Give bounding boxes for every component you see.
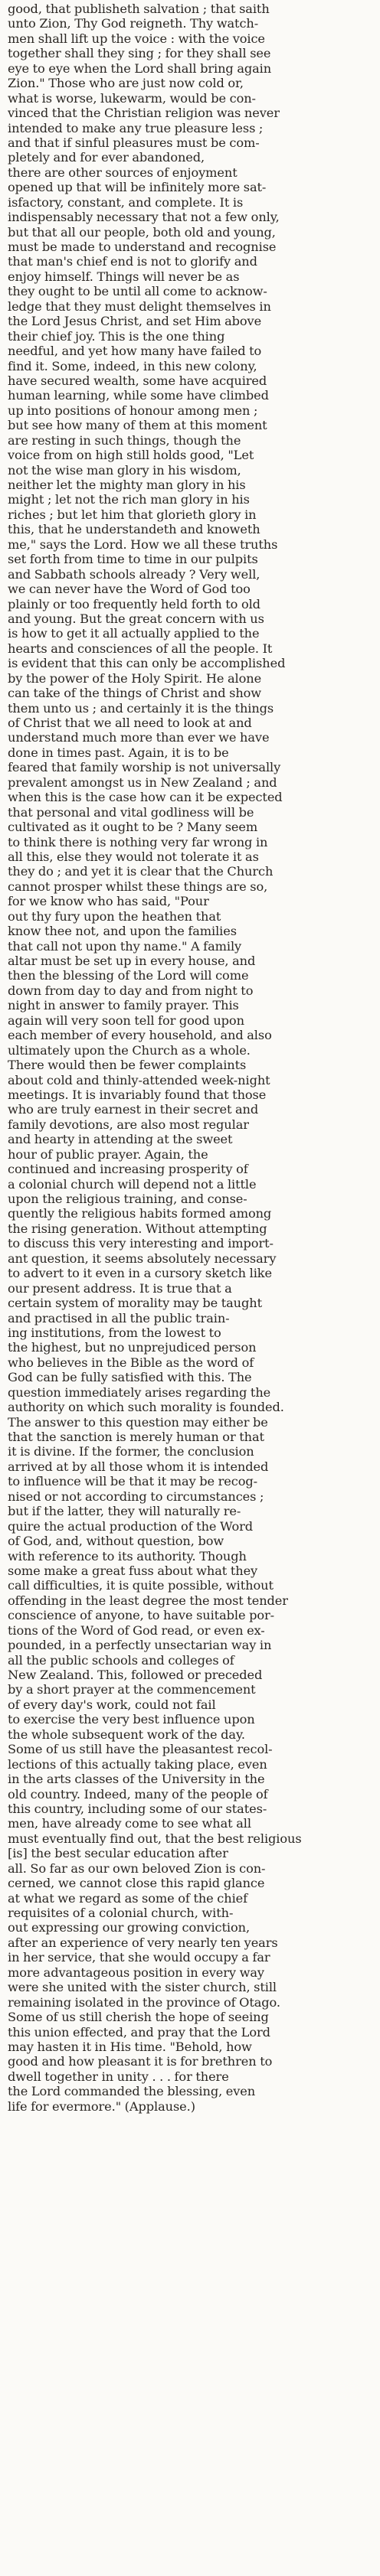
article-line: upon the religious training, and conse- <box>8 1192 247 1206</box>
article-line: there are other sources of enjoyment <box>8 165 238 180</box>
article-line: and young. But the great concern with us <box>8 611 264 626</box>
article-line: Zion." Those who are just now cold or, <box>8 76 244 91</box>
article-line: Some of us still cherish the hope of seeing <box>8 2010 269 2025</box>
article-line: is evident that this can only be accomplished <box>8 656 286 671</box>
article-line: plainly or too frequently held forth to old <box>8 596 260 611</box>
article-line: neither let the mighty man glory in his <box>8 478 246 492</box>
article-line: our present address. It is true that a <box>8 1280 232 1296</box>
article-line: are resting in such things, though the <box>8 432 241 448</box>
article-line: unto Zion, Thy God reigneth. Thy watch- <box>8 16 259 31</box>
article-line: hearts and consciences of all the people. It <box>8 641 273 656</box>
article-line: have secured wealth, some have acquired <box>8 373 267 388</box>
article-line: they ought to be until all come to acknow- <box>8 284 267 299</box>
article-line: must be made to understand and recognise <box>8 240 277 254</box>
article-line: The answer to this question may either be <box>8 1414 268 1430</box>
article-line: in the arts classes of the University in the <box>8 1772 265 1787</box>
article-line: There would then be fewer complaints <box>8 1058 247 1073</box>
article-line: opened up that will be infinitely more sat- <box>8 180 267 195</box>
article-line: men shall lift up the voice : with the voice <box>8 31 265 46</box>
article-line: of Christ that we all need to look at and <box>8 716 252 730</box>
article-line: ledge that they must delight themselves in <box>8 298 271 314</box>
article-line: who believes in the Bible as the word of <box>8 1355 254 1370</box>
article-line: them unto us ; and certainly it is the things <box>8 700 274 716</box>
article-line: they do ; and yet it is clear that the Church <box>8 864 274 879</box>
article-line: quire the actual production of the Word <box>8 1518 254 1534</box>
article-line: cultivated as it ought to be ? Many seem <box>8 820 258 835</box>
article-line: not the wise man glory in his wisdom, <box>8 462 241 478</box>
article-line: know thee not, and upon the families <box>8 924 237 939</box>
article-line: the Lord commanded the blessing, even <box>8 2084 256 2099</box>
article-line: vinced that the Christian religion was never <box>8 106 280 121</box>
article-line: in her service, that she would occupy a far <box>8 1950 270 1965</box>
article-line: good and how pleasant it is for brethren to <box>8 2054 273 2069</box>
article-line: lections of this actually taking place, even <box>8 1756 267 1772</box>
article-line: altar must be set up in every house, and <box>8 954 256 968</box>
article-line: New Zealand. This, followed or preceded <box>8 1668 263 1682</box>
article-line: but that all our people, both old and young, <box>8 224 276 240</box>
article-line: up into positions of honour among men ; <box>8 403 258 418</box>
article-line: night in answer to family prayer. This <box>8 998 239 1013</box>
article-line: question immediately arises regarding the <box>8 1384 271 1400</box>
article-line: with reference to its authority. Though <box>8 1548 247 1564</box>
article-line: must eventually find out, that the best religious <box>8 1831 302 1846</box>
article-line: this union effected, and pray that the Lord <box>8 2024 270 2040</box>
article-line: all the public schools and colleges of <box>8 1652 234 1668</box>
article-line: at what we regard as some of the chief <box>8 1890 248 1906</box>
article-line: for we know who has said, "Pour <box>8 894 209 909</box>
article-line: to advert to it even in a cursory sketch like <box>8 1266 272 1281</box>
article-line: done in times past. Again, it is to be <box>8 745 229 760</box>
article-line: voice from on high still holds good, "Let <box>8 448 254 463</box>
article-line: that personal and vital godliness will be <box>8 804 254 820</box>
article-line: that man's chief end is not to glorify and <box>8 254 257 269</box>
article-line: intended to make any true pleasure less ; <box>8 120 264 135</box>
article-line: the Lord Jesus Christ, and set Him above <box>8 314 262 329</box>
article-line: ant question, it seems absolutely necessary <box>8 1251 277 1266</box>
article-line: human learning, while some have climbed <box>8 388 269 403</box>
article-line: good, that publisheth salvation ; that saith <box>8 2 270 16</box>
article-line: more advantageous position in every way <box>8 1965 264 1980</box>
article-line: may hasten it in His time. "Behold, how <box>8 2039 252 2054</box>
article-line: pounded, in a perfectly unsectarian way in <box>8 1638 272 1653</box>
article-line: understand much more than ever we have <box>8 730 270 745</box>
article-line: feared that family worship is not universally <box>8 760 281 775</box>
article-line: the whole subsequent work of the day. <box>8 1727 245 1742</box>
article-line: authority on which such morality is founded. <box>8 1400 284 1415</box>
article-line: that the sanction is merely human or that <box>8 1430 264 1444</box>
article-line: God can be fully satisfied with this. The <box>8 1370 252 1385</box>
article-line: remaining isolated in the province of Otago. <box>8 1994 280 2010</box>
article-line: old country. Indeed, many of the people of <box>8 1786 268 1802</box>
article-line: certain system of morality may be taught <box>8 1296 262 1311</box>
article-line: but if the latter, they will naturally re- <box>8 1504 241 1519</box>
article-line: ing institutions, from the lowest to <box>8 1325 221 1340</box>
article-line: this, that he understandeth and knoweth <box>8 522 260 537</box>
article-line: call difficulties, it is quite possible, without <box>8 1578 274 1593</box>
article-line: it is divine. If the former, the conclusion <box>8 1444 254 1459</box>
article-line: of God, and, without question, bow <box>8 1534 224 1549</box>
article-line: isfactory, constant, and complete. It is <box>8 194 244 210</box>
article-line: to think there is nothing very far wrong in <box>8 834 268 849</box>
article-line: after an experience of very nearly ten years <box>8 1935 278 1950</box>
article-line: riches ; but let him that glorieth glory in <box>8 507 257 522</box>
article-line: enjoy himself. Things will never be as <box>8 269 240 284</box>
article-line: requisites of a colonial church, with- <box>8 1906 234 1920</box>
article-line: cerned, we cannot close this rapid glance <box>8 1876 265 1891</box>
article-line: all this, else they would not tolerate it as <box>8 849 259 864</box>
article-line: eye to eye when the Lord shall bring again <box>8 60 272 76</box>
article-line: out expressing our growing conviction, <box>8 1920 251 1935</box>
article-line: by a short prayer at the commencement <box>8 1682 256 1697</box>
article-line: hour of public prayer. Again, the <box>8 1146 208 1162</box>
article-line: needful, and yet how many have failed to <box>8 344 262 359</box>
article-line: we can never have the Word of God too <box>8 582 251 597</box>
article-line: a colonial church will depend not a little <box>8 1176 257 1192</box>
article-line: all. So far as our own beloved Zion is con- <box>8 1860 266 1876</box>
article-line: tions of the Word of God read, or even ex- <box>8 1622 265 1638</box>
article-line: each member of every household, and also <box>8 1028 272 1043</box>
article-line: the highest, but no unprejudiced person <box>8 1340 257 1355</box>
article-line: men, have already come to see what all <box>8 1816 251 1831</box>
article-column <box>8 2 372 2114</box>
article-line: out thy fury upon the heathen that <box>8 908 221 924</box>
article-line: to influence will be that it may be recog- <box>8 1474 258 1489</box>
article-line: that call not upon thy name." A family <box>8 938 242 954</box>
article-line: to exercise the very best influence upon <box>8 1712 255 1727</box>
article-line: down from day to day and from night to <box>8 983 254 998</box>
article-line: offending in the least degree the most tender <box>8 1593 288 1608</box>
article-line: then the blessing of the Lord will come <box>8 968 249 983</box>
article-line: me," says the Lord. How we all these truths <box>8 536 278 552</box>
article-line: Some of us still have the pleasantest recol- <box>8 1742 273 1757</box>
article-line: nised or not according to circumstances ; <box>8 1489 264 1504</box>
article-line: life for evermore." (Applause.) <box>8 2098 195 2114</box>
article-line: what is worse, lukewarm, would be con- <box>8 90 256 106</box>
article-line: and Sabbath schools already ? Very well, <box>8 566 260 582</box>
article-line: together shall they sing ; for they shall see <box>8 46 271 61</box>
article-line: meetings. It is invariably found that those <box>8 1087 267 1102</box>
article-line: cannot prosper whilst these things are so, <box>8 879 268 894</box>
article-line: some make a great fuss about what they <box>8 1563 258 1578</box>
article-line: and that if sinful pleasures must be com- <box>8 135 260 150</box>
article-line: quently the religious habits formed among <box>8 1206 272 1221</box>
article-line: set forth from time to time in our pulpits <box>8 552 258 567</box>
article-line: pletely and for ever abandoned, <box>8 150 205 165</box>
article-line: of every day's work, could not fail <box>8 1697 216 1712</box>
article-line: indispensably necessary that not a few only, <box>8 210 280 225</box>
article-line: continued and increasing prosperity of <box>8 1162 248 1177</box>
article-line: find it. Some, indeed, in this new colony, <box>8 358 257 373</box>
article-line: can take of the things of Christ and show <box>8 686 262 701</box>
article-line: again will very soon tell for good upon <box>8 1012 244 1028</box>
article-line: were she united with the sister church, still <box>8 1980 277 1995</box>
article-line: dwell together in unity . . . for there <box>8 2069 229 2084</box>
article-line: conscience of anyone, to have suitable por- <box>8 1608 275 1623</box>
article-line: and practised in all the public train- <box>8 1310 230 1325</box>
article-line: might ; let not the rich man glory in his <box>8 492 250 507</box>
article-line: arrived at by all those whom it is intended <box>8 1459 269 1474</box>
article-line: this country, including some of our states- <box>8 1801 267 1816</box>
article-line: [is] the best secular education after <box>8 1846 228 1861</box>
article-line: about cold and thinly-attended week-night <box>8 1072 270 1087</box>
article-line: but see how many of them at this moment <box>8 418 267 433</box>
article-line: and hearty in attending at the sweet <box>8 1132 233 1147</box>
article-line: is how to get it all actually applied to the <box>8 626 260 641</box>
article-line: the rising generation. Without attempting <box>8 1221 267 1236</box>
article-line: who are truly earnest in their secret and <box>8 1102 259 1117</box>
article-line: by the power of the Holy Spirit. He alone <box>8 670 262 686</box>
article-line: prevalent amongst us in New Zealand ; and <box>8 774 277 790</box>
article-line: to discuss this very interesting and import- <box>8 1236 274 1251</box>
article-line: their chief joy. This is the one thing <box>8 328 225 344</box>
article-line: ultimately upon the Church as a whole. <box>8 1042 251 1058</box>
article-line: when this is the case how can it be expected <box>8 790 283 805</box>
article-line: family devotions, are also most regular <box>8 1117 249 1132</box>
